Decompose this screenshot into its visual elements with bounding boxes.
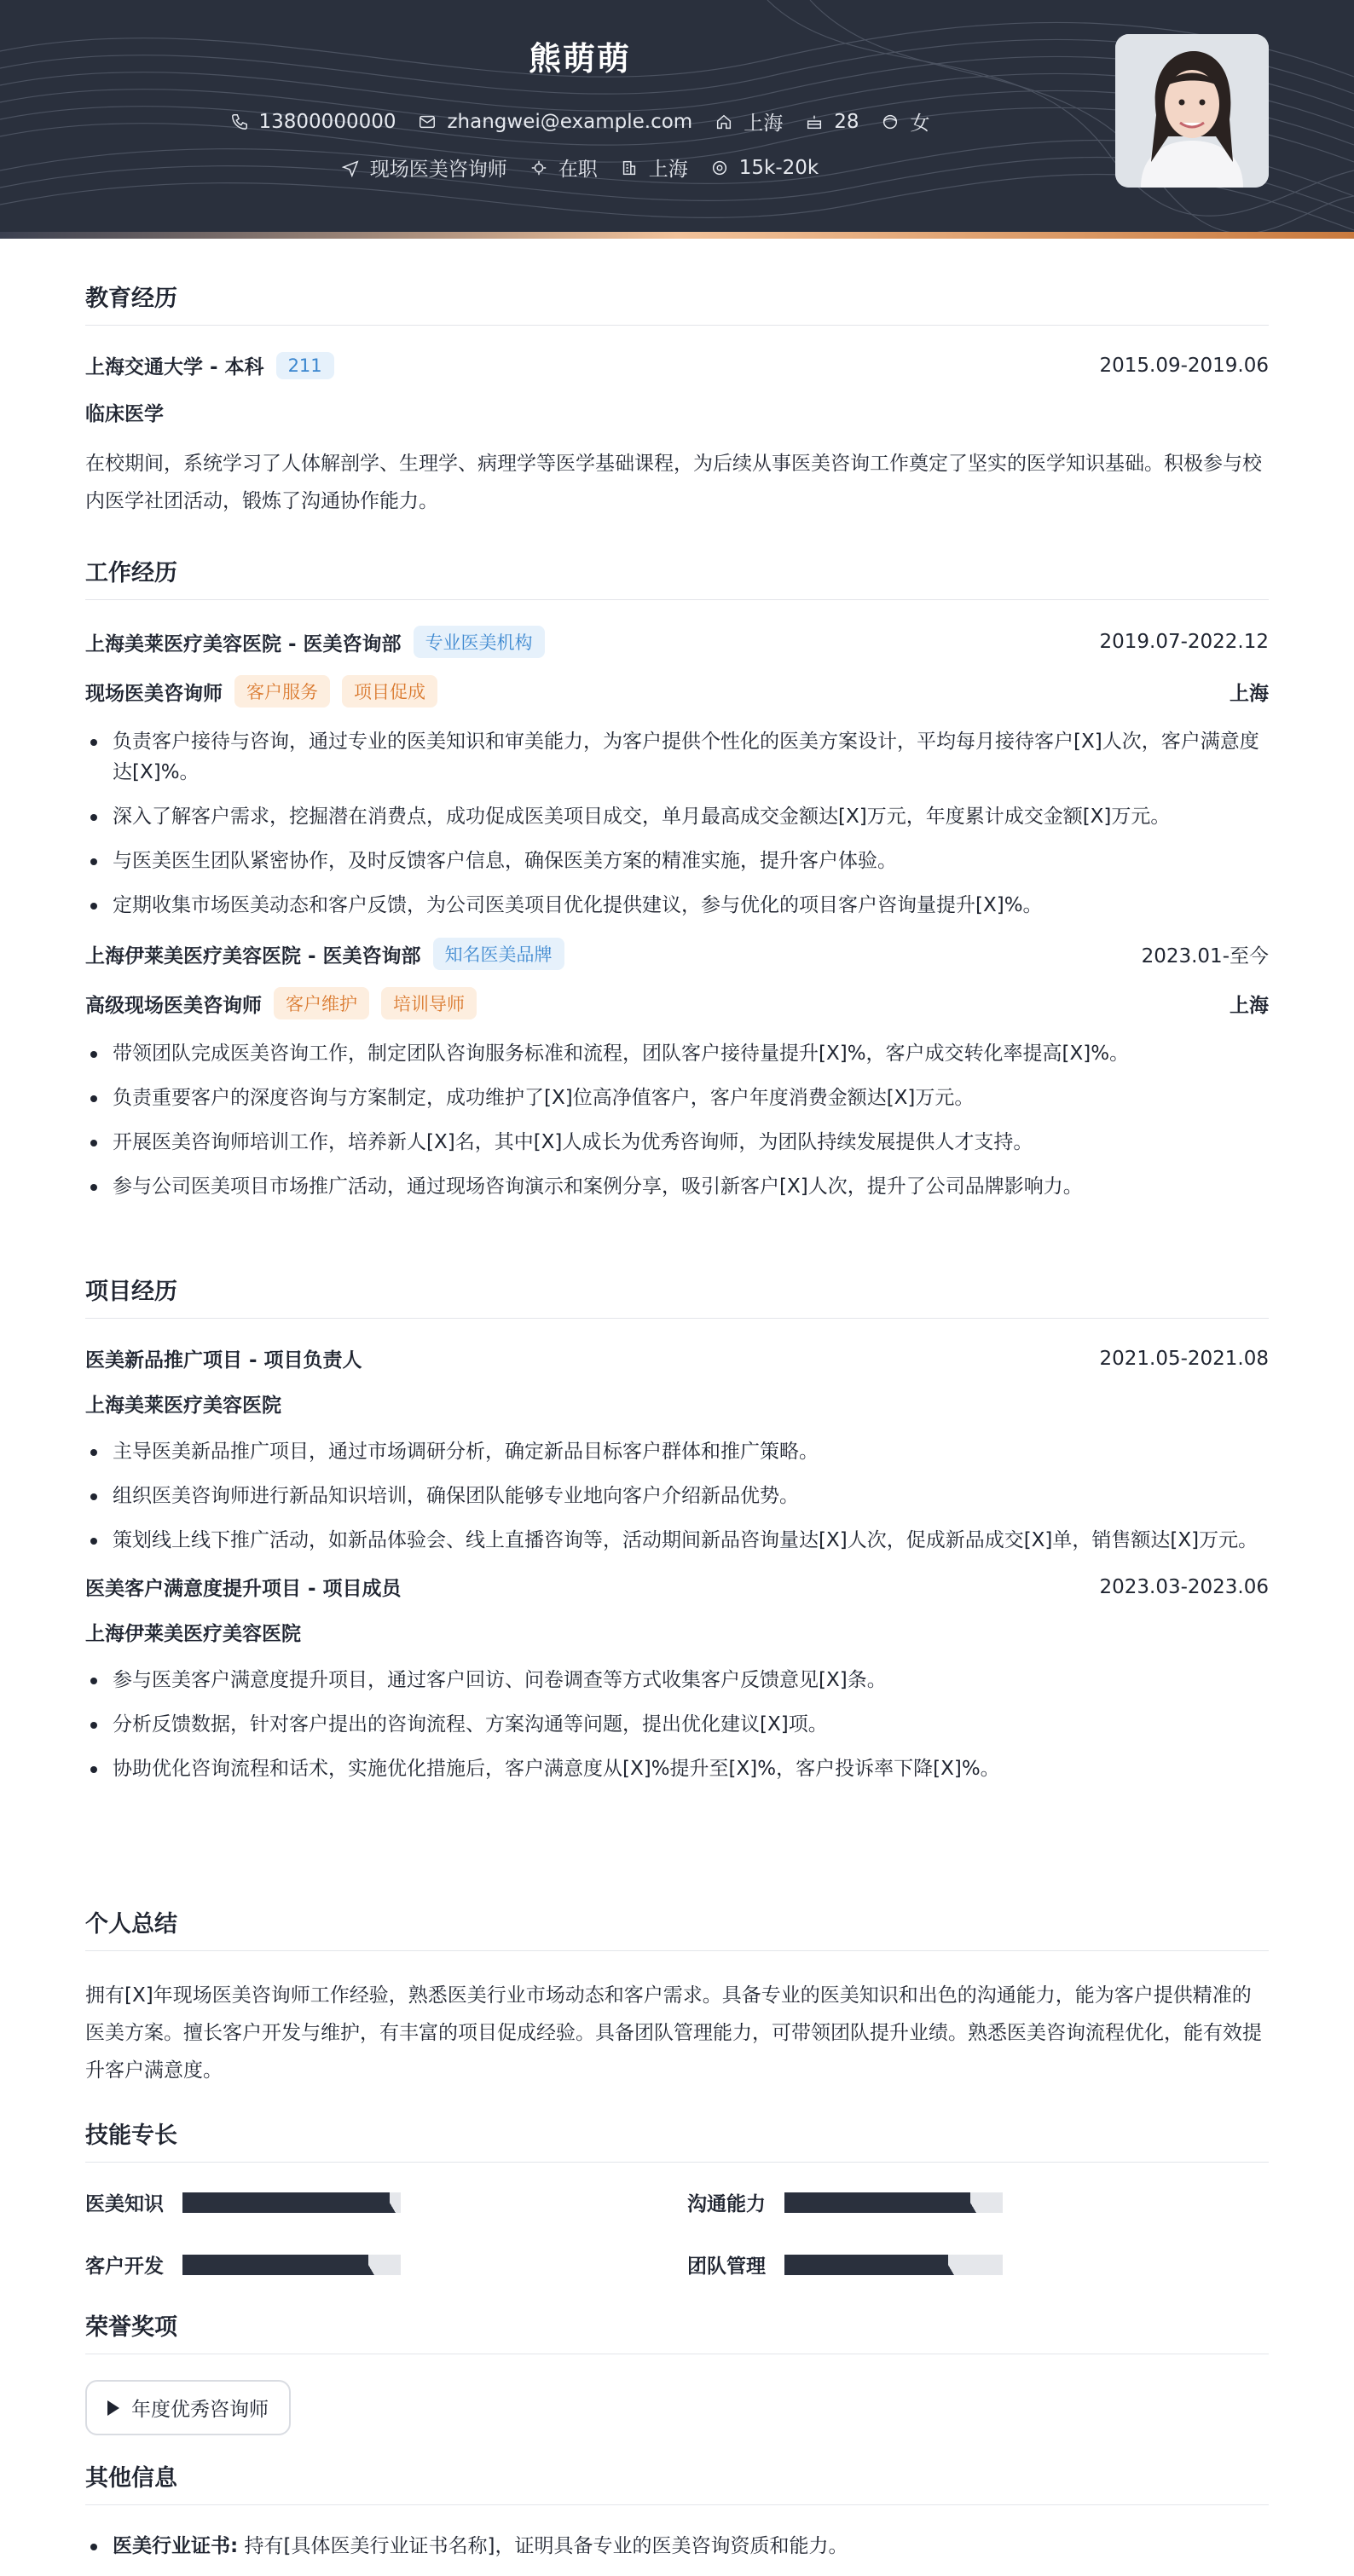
major: 临床医学 <box>85 403 164 425</box>
role-tag: 客户服务 <box>234 675 330 708</box>
job-bullets <box>85 1038 1269 1202</box>
section-title: 工作经历 <box>85 554 1269 600</box>
work-section <box>85 554 1269 1216</box>
awards-section <box>85 2308 1269 2435</box>
other-bullets <box>85 2531 1269 2562</box>
education-desc: 在校期间，系统学习了人体解剖学、生理学、病理学等医学基础课程，为后续从事医美咨询工作奠定了坚实的医学知识基础。积极参与校内医学社团活动，锻炼了沟通协作能力。 <box>85 453 1262 512</box>
company-tag: 专业医美机构 <box>414 626 545 658</box>
city-text: 上海 <box>648 159 688 181</box>
list-item: 分析反馈数据，针对客户提出的咨询流程、方案沟通等问题，提出优化建议[X]项。 <box>85 1709 1269 1740</box>
email-text: zhangwei@example.com <box>447 110 693 133</box>
job-role: 现场医美咨询师 <box>85 682 223 705</box>
skill-label: 沟通能力 <box>687 2193 766 2215</box>
skill-fill <box>784 2192 970 2213</box>
role-tag: 客户维护 <box>274 987 369 1019</box>
projects-section <box>85 1273 1269 1798</box>
education-date: 2015.09-2019.06 <box>1099 354 1269 377</box>
school-tag: 211 <box>276 352 334 379</box>
job-date: 2019.07-2022.12 <box>1099 631 1269 653</box>
phone-item <box>230 107 396 136</box>
job-location: 上海 <box>1230 994 1269 1017</box>
section-title: 教育经历 <box>85 280 1269 326</box>
list-item: 协助优化咨询流程和话术，实施优化措施后，客户满意度从[X]%提升至[X]%，客户投诉率下降[X]%。 <box>85 1753 1269 1784</box>
list-item: 与医美医生团队紧密协作，及时反馈客户信息，确保医美方案的精准实施，提升客户体验。 <box>85 846 1269 876</box>
skill-fill <box>182 2255 368 2275</box>
project-bullets <box>85 1665 1269 1784</box>
project-org: 上海美莱医疗美容医院 <box>85 1395 281 1417</box>
project-date: 2021.05-2021.08 <box>1099 1347 1269 1370</box>
gender-text: 女 <box>910 113 930 135</box>
skill-item <box>85 2188 687 2216</box>
status-icon <box>529 159 548 177</box>
list-item: 定期收集市场医美动态和客户反馈，为公司医美项目优化提供建议，参与优化的项目客户咨询量提升[X]%。 <box>85 890 1269 921</box>
company-name: 上海伊莱美医疗美容医院 - 医美咨询部 <box>85 944 421 967</box>
cert-text: 持有[具体医美行业证书名称]，证明具备专业的医美咨询资质和能力。 <box>244 2535 848 2557</box>
list-item: 策划线上线下推广活动，如新品体验会、线上直播咨询等，活动期间新品咨询量达[X]人次，促成新品成交[X]单，销售额达[X]万元。 <box>85 1525 1269 1556</box>
send-icon <box>341 159 360 177</box>
skill-item <box>687 2250 1269 2279</box>
skill-bar <box>784 2255 1003 2275</box>
candidate-name: 熊萌萌 <box>528 40 631 78</box>
section-title: 其他信息 <box>85 2459 1269 2505</box>
section-title: 技能专长 <box>85 2117 1269 2163</box>
job-role: 高级现场医美咨询师 <box>85 994 262 1017</box>
mail-icon <box>418 113 437 131</box>
play-icon <box>107 2400 119 2416</box>
position-text: 现场医美咨询师 <box>369 159 507 181</box>
project-bullets <box>85 1436 1269 1556</box>
face-icon <box>881 113 900 131</box>
summary-text: 拥有[X]年现场医美咨询师工作经验，熟悉医美行业市场动态和客户需求。具备专业的医美知识和出色的沟通能力，能为客户提供精准的医美方案。擅长客户开发与维护，有丰富的项目促成经验。具备团队管理能力，可带领团队提升业绩。熟悉医美咨询流程优化，能有效提升客户满意度。 <box>85 1984 1262 2082</box>
cake-icon <box>805 113 824 131</box>
cert-label: 医美行业证书: <box>113 2535 239 2557</box>
money-icon <box>710 159 729 177</box>
building-icon <box>620 159 639 177</box>
position-item <box>341 153 507 182</box>
project-name: 医美新品推广项目 - 项目负责人 <box>85 1349 362 1372</box>
skill-fill <box>784 2255 948 2275</box>
gender-item <box>881 107 929 136</box>
education-section <box>85 280 1269 520</box>
education-header-row <box>85 351 1269 379</box>
age-item <box>805 107 859 136</box>
project-entry <box>85 1344 1269 1556</box>
list-item: 组织医美咨询师进行新品知识培训，确保团队能够专业地向客户介绍新品优势。 <box>85 1481 1269 1511</box>
list-item: 参与医美客户满意度提升项目，通过客户回访、问卷调查等方式收集客户反馈意见[X]条。 <box>85 1665 1269 1695</box>
job-location: 上海 <box>1230 682 1269 705</box>
other-section <box>85 2459 1269 2575</box>
role-tag: 培训导师 <box>381 987 477 1019</box>
list-item: 负责重要客户的深度咨询与方案制定，成功维护了[X]位高净值客户，客户年度消费金额达[X]万元。 <box>85 1083 1269 1113</box>
phone-icon <box>230 113 249 131</box>
award-item[interactable] <box>85 2380 291 2435</box>
list-item: 参与公司医美项目市场推广活动，通过现场咨询演示和案例分享，吸引新客户[X]人次，提升了公司品牌影响力。 <box>85 1171 1269 1202</box>
project-date: 2023.03-2023.06 <box>1099 1575 1269 1598</box>
role-tag: 项目促成 <box>342 675 437 708</box>
location-text: 上海 <box>744 113 784 135</box>
skill-bar <box>182 2255 401 2275</box>
job-date: 2023.01-至今 <box>1141 944 1269 967</box>
job-entry <box>85 938 1269 1202</box>
section-title: 项目经历 <box>85 1273 1269 1319</box>
company-name: 上海美莱医疗美容医院 - 医美咨询部 <box>85 632 402 656</box>
project-name: 医美客户满意度提升项目 - 项目成员 <box>85 1578 402 1600</box>
award-label: 年度优秀咨询师 <box>131 2399 269 2421</box>
skill-label: 团队管理 <box>687 2255 766 2278</box>
location-item <box>715 107 783 136</box>
skills-grid <box>85 2188 1269 2279</box>
section-title: 荣誉奖项 <box>85 2308 1269 2354</box>
list-item: 开展医美咨询师培训工作，培养新人[X]名，其中[X]人成长为优秀咨询师，为团队持续发展提供人才支持。 <box>85 1127 1269 1158</box>
project-entry <box>85 1573 1269 1784</box>
header-accent-bar <box>0 232 1354 239</box>
age-text: 28 <box>834 110 859 133</box>
skill-bar <box>784 2192 1003 2213</box>
list-item <box>85 2531 1269 2562</box>
phone-text: 13800000000 <box>258 110 396 133</box>
salary-text: 15k-20k <box>738 156 819 179</box>
skills-section <box>85 2117 1269 2279</box>
skill-bar <box>182 2192 401 2213</box>
summary-section <box>85 1905 1269 2089</box>
city-item <box>620 153 688 182</box>
list-item: 负责客户接待与咨询，通过专业的医美知识和审美能力，为客户提供个性化的医美方案设计，平均每月接待客户[X]人次，客户满意度达[X]%。 <box>85 726 1269 788</box>
skill-item <box>85 2250 687 2279</box>
list-item: 主导医美新品推广项目，通过市场调研分析，确定新品目标客户群体和推广策略。 <box>85 1436 1269 1467</box>
school-name: 上海交通大学 - 本科 <box>85 356 264 378</box>
profile-photo <box>1115 34 1269 188</box>
job-bullets <box>85 726 1269 921</box>
status-item <box>529 153 598 182</box>
list-item: 深入了解客户需求，挖掘潜在消费点，成功促成医美项目成交，单月最高成交金额达[X]万元，年度累计成交金额[X]万元。 <box>85 801 1269 832</box>
home-icon <box>715 113 733 131</box>
skill-item <box>687 2188 1269 2216</box>
project-org: 上海伊莱美医疗美容医院 <box>85 1623 301 1645</box>
job-intent-row <box>0 153 1160 182</box>
company-tag: 知名医美品牌 <box>433 938 564 970</box>
skill-fill <box>182 2192 390 2213</box>
salary-item <box>710 153 819 182</box>
contact-row <box>0 107 1160 136</box>
resume-header <box>0 0 1354 239</box>
email-item <box>418 107 692 136</box>
section-title: 个人总结 <box>85 1905 1269 1951</box>
list-item: 带领团队完成医美咨询工作，制定团队咨询服务标准和流程，团队客户接待量提升[X]%，客户成交转化率提高[X]%。 <box>85 1038 1269 1069</box>
job-entry <box>85 626 1269 921</box>
skill-label: 客户开发 <box>85 2255 164 2278</box>
skill-label: 医美知识 <box>85 2193 164 2215</box>
status-text: 在职 <box>558 159 598 181</box>
